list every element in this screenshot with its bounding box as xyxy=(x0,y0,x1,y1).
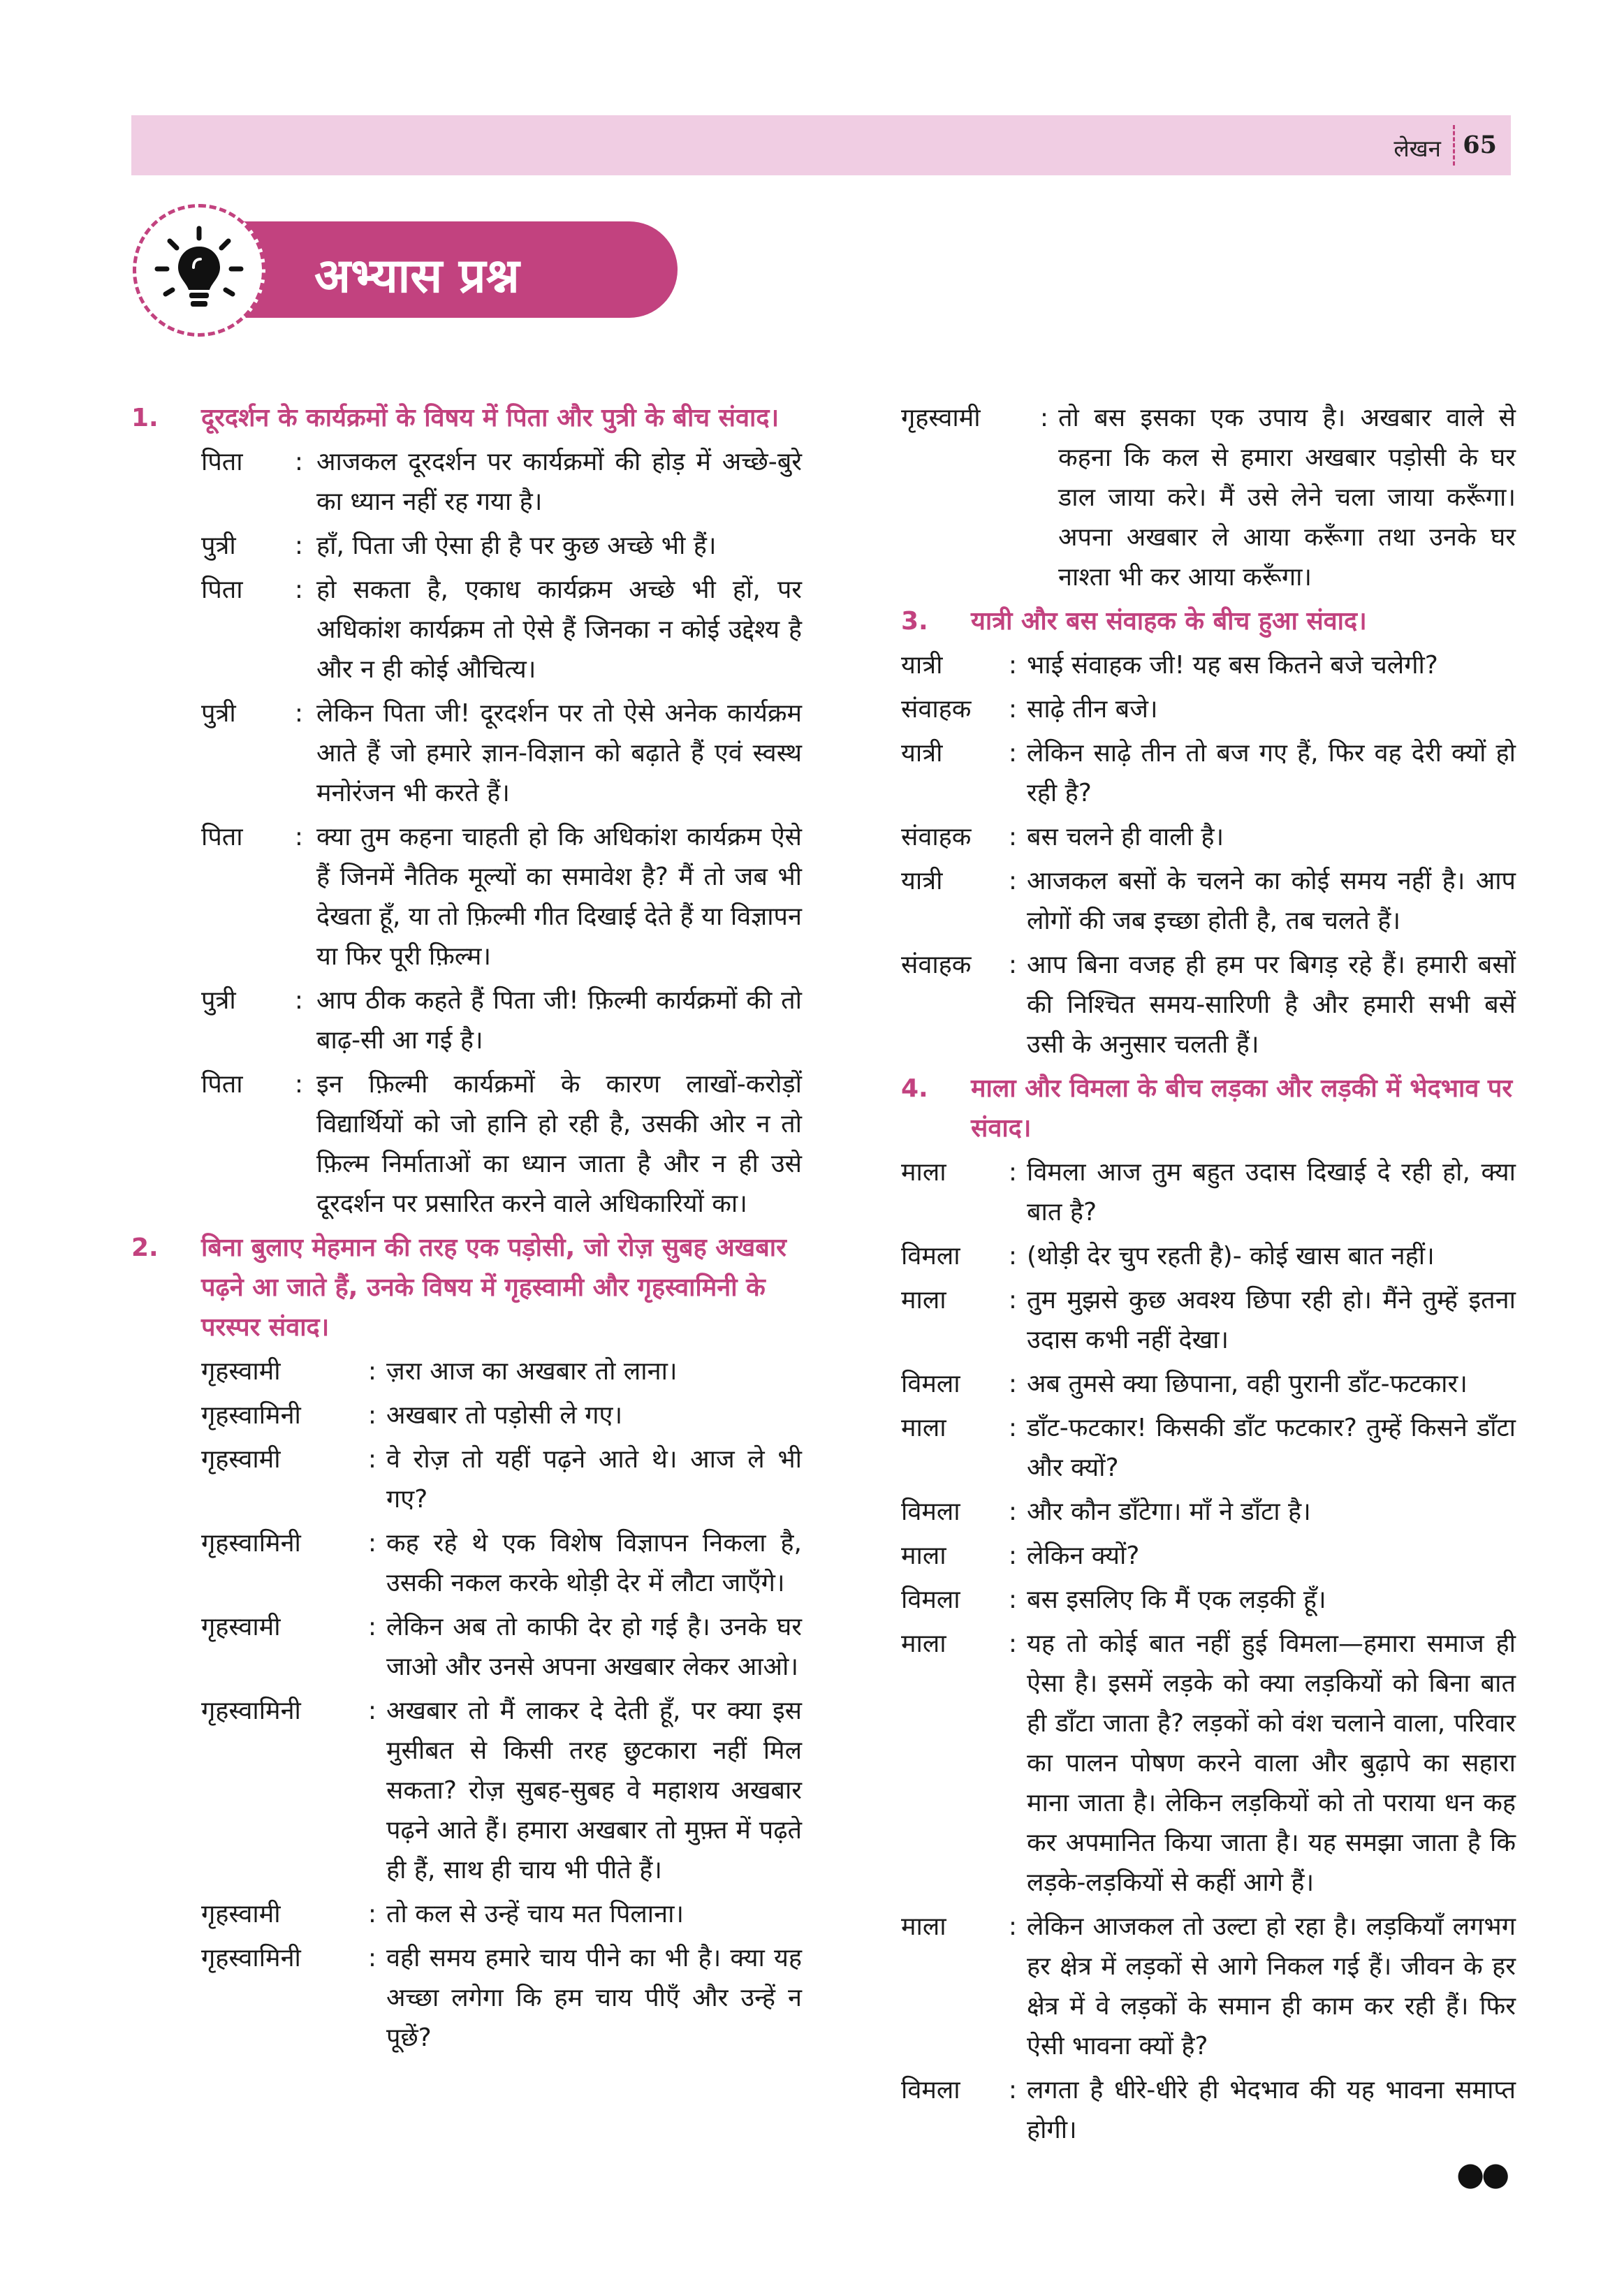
speaker: विमला xyxy=(901,1586,960,1614)
speech: अखबार तो मैं लाकर दे देती हूँ, पर क्या इस मुसीबत से किसी तरह छुटकारा नहीं मिल सकता? रोज़ सुबह-सुबह वे महाशय अखबार पढ़ने आते हैं। हमारा अखबार तो मुफ़्त में पढ़ते ही हैं, साथ ही चाय भी पीते हैं। xyxy=(386,1697,802,1884)
dialogue-line xyxy=(131,1691,802,1890)
speech: डाँट-फटकार! किसकी डाँट फटकार? तुम्हें किसने डाँटा और क्यों? xyxy=(1027,1414,1516,1482)
speaker: गृहस्वामी xyxy=(201,1357,281,1386)
speech: अखबार तो पड़ोसी ले गए। xyxy=(386,1401,623,1430)
speaker: गृहस्वामी xyxy=(201,1445,281,1474)
speaker: संवाहक xyxy=(901,695,972,724)
speech: आजकल दूरदर्शन पर कार्यक्रमों की होड़ में अच्छे-बुरे का ध्यान नहीं रह गया है। xyxy=(316,448,802,516)
speaker: माला xyxy=(901,1158,946,1187)
separator: : xyxy=(1008,1586,1018,1614)
speaker: माला xyxy=(901,1286,946,1315)
dialogue-line xyxy=(131,1894,802,1934)
separator: : xyxy=(367,1900,377,1928)
speech: हो सकता है, एकाध कार्यक्रम अच्छे भी हों, पर अधिकांश कार्यक्रम तो ऐसे हैं जिनका न कोई उद्देश्य है और न ही कोई औचित्य। xyxy=(316,576,802,684)
speech: लेकिन साढ़े तीन तो बज गए हैं, फिर वह देरी क्यों हो रही है? xyxy=(1027,739,1516,807)
question-number: 4. xyxy=(901,1074,928,1103)
header-section-label: लेखन xyxy=(1393,135,1441,162)
dialogue-line xyxy=(131,442,802,522)
dialogue-line xyxy=(901,733,1516,813)
dialogue-line xyxy=(131,1396,802,1435)
speech: (थोड़ी देर चुप रहती है)- कोई खास बात नहीं। xyxy=(1027,1242,1435,1271)
separator: : xyxy=(294,986,304,1015)
dialogue-line xyxy=(901,817,1516,857)
speaker: गृहस्वामी xyxy=(901,404,981,432)
speech: तो बस इसका एक उपाय है। अखबार वाले से कहना कि कल से हमारा अखबार पड़ोसी के घर डाल जाया करे। मैं उसे लेने चला जाया करूँगा। अपना अखबार ले आया करूँगा तथा उनके घर नाश्ता भी कर आया करूँगा। xyxy=(1058,404,1516,592)
question-4-title xyxy=(901,1069,1516,1148)
speech: लेकिन पिता जी! दूरदर्शन पर तो ऐसे अनेक कार्यक्रम आते हैं जो हमारे ज्ञान-विज्ञान को बढ़ाते हैं एवं स्वस्थ मनोरंजन भी करते हैं। xyxy=(316,699,802,807)
speaker: गृहस्वामी xyxy=(201,1900,281,1928)
dialogue-line xyxy=(901,1580,1516,1620)
dialogue-line xyxy=(131,694,802,813)
separator: : xyxy=(1008,2076,1018,2104)
speaker: विमला xyxy=(901,2076,960,2104)
separator: : xyxy=(294,1070,304,1099)
speech: कह रहे थे एक विशेष विज्ञापन निकला है, उसकी नकल करके थोड़ी देर में लौटा जाएँगे। xyxy=(386,1529,802,1597)
speaker: संवाहक xyxy=(901,951,972,979)
speaker: पिता xyxy=(201,1070,243,1099)
dialogue-line xyxy=(901,945,1516,1064)
speech: लेकिन अब तो काफी देर हो गई है। उनके घर जाओ और उनसे अपना अखबार लेकर आओ। xyxy=(386,1613,802,1681)
lightbulb-icon xyxy=(150,221,248,319)
speaker: पिता xyxy=(201,448,243,476)
speaker: माला xyxy=(901,1630,946,1658)
dialogue-line xyxy=(901,2070,1516,2150)
speech: लेकिन आजकल तो उल्टा हो रहा है। लड़कियाँ लगभग हर क्षेत्र में लड़कों से आगे निकल गई हैं। जीवन के हर क्षेत्र में वे लड़कों के समान ही काम कर रही हैं। फिर ऐसी भावना क्यों है? xyxy=(1027,1912,1516,2060)
speech: साढ़े तीन बजे। xyxy=(1027,695,1158,724)
speaker: पुत्री xyxy=(201,699,236,728)
speech: विमला आज तुम बहुत उदास दिखाई दे रही हो, क्या बात है? xyxy=(1027,1158,1516,1227)
separator: : xyxy=(1008,1242,1018,1271)
speech: क्या तुम कहना चाहती हो कि अधिकांश कार्यक्रम ऐसे हैं जिनमें नैतिक मूल्यों का समावेश है? मैं तो जब भी देखता हूँ, या तो फ़िल्मी गीत दिखाई देते हैं या विज्ञापन या फिर पूरी फ़िल्म। xyxy=(316,823,802,971)
question-number: 2. xyxy=(131,1233,159,1262)
dialogue-line xyxy=(131,526,802,566)
dialogue-line xyxy=(901,689,1516,729)
header-divider xyxy=(1453,125,1455,166)
page-header xyxy=(131,115,1511,175)
dialogue-line xyxy=(131,1352,802,1391)
separator: : xyxy=(1008,1158,1018,1187)
speaker: गृहस्वामी xyxy=(201,1613,281,1641)
dialogue-line xyxy=(901,1280,1516,1360)
speech: वे रोज़ तो यहीं पढ़ने आते थे। आज ले भी गए? xyxy=(386,1445,802,1514)
speaker: विमला xyxy=(901,1370,960,1398)
speech: अब तुमसे क्या छिपाना, वही पुरानी डाँट-फटकार। xyxy=(1027,1370,1468,1398)
speaker: विमला xyxy=(901,1242,960,1271)
separator: : xyxy=(294,532,304,560)
dialogue-line xyxy=(131,1523,802,1603)
speech: यह तो कोई बात नहीं हुई विमला—हमारा समाज ही ऐसा है। इसमें लड़के को क्या लड़कियों को बिना बात ही डाँटा जाता है? लड़कों को वंश चलाने वाला, परिवार का पालन पोषण करने वाला और बुढ़ापे का सहारा माना जाता है। लेकिन लड़कियों को तो पराया धन कह कर अपमानित किया जाता है। यह समझा जाता है कि लड़के-लड़कियों से कहीं आगे हैं। xyxy=(1027,1630,1516,1897)
dialogue-line xyxy=(131,1064,802,1224)
separator: : xyxy=(1008,951,1018,979)
speech: हाँ, पिता जी ऐसा ही है पर कुछ अच्छे भी हैं। xyxy=(316,532,717,560)
question-text: दूरदर्शन के कार्यक्रमों के विषय में पिता और पुत्री के बीच संवाद। xyxy=(201,404,780,432)
separator: : xyxy=(1008,1912,1018,1941)
question-3-title xyxy=(901,601,1516,641)
speaker: गृहस्वामिनी xyxy=(201,1944,301,1972)
speech: वही समय हमारे चाय पीने का भी है। क्या यह अच्छा लगेगा कि हम चाय पीएँ और उन्हें न पूछें? xyxy=(386,1944,802,2052)
question-number: 1. xyxy=(131,404,159,432)
dialogue-line xyxy=(901,1536,1516,1576)
question-2-continued xyxy=(901,398,1516,597)
page-number: 65 xyxy=(1463,131,1497,159)
separator: : xyxy=(294,576,304,604)
separator: : xyxy=(1008,1286,1018,1315)
section-title-banner xyxy=(231,221,678,318)
separator: : xyxy=(367,1401,377,1430)
separator: : xyxy=(1039,404,1049,432)
question-text: बिना बुलाए मेहमान की तरह एक पड़ोसी, जो रोज़ सुबह अखबार पढ़ने आ जाते हैं, उनके विषय में गृहस्वामी और गृहस्वामिनी के परस्पर संवाद। xyxy=(201,1233,787,1342)
separator: : xyxy=(1008,1498,1018,1526)
speaker: संवाहक xyxy=(901,823,972,851)
dialogue-line xyxy=(901,1408,1516,1488)
separator: : xyxy=(1008,651,1018,680)
speaker: यात्री xyxy=(901,867,943,895)
speaker: माला xyxy=(901,1414,946,1442)
question-number: 3. xyxy=(901,607,928,636)
speech: आप ठीक कहते हैं पिता जी! फ़िल्मी कार्यक्रमों की तो बाढ़-सी आ गई है। xyxy=(316,986,802,1055)
dialogue-line xyxy=(901,1152,1516,1232)
speech: तो कल से उन्हें चाय मत पिलाना। xyxy=(386,1900,685,1928)
question-1 xyxy=(131,398,802,1224)
dialogue-line xyxy=(131,1938,802,2058)
speech: ज़रा आज का अखबार तो लाना। xyxy=(386,1357,678,1386)
question-4 xyxy=(901,1069,1516,2150)
dialogue-line xyxy=(901,1364,1516,1404)
speaker: यात्री xyxy=(901,651,943,680)
separator: : xyxy=(1008,1542,1018,1570)
separator: : xyxy=(294,699,304,728)
speaker: गृहस्वामिनी xyxy=(201,1401,301,1430)
speaker: पिता xyxy=(201,823,243,851)
question-2-title xyxy=(131,1228,802,1347)
separator: : xyxy=(1008,823,1018,851)
separator: : xyxy=(1008,739,1018,768)
left-column xyxy=(131,398,802,2062)
dialogue-line xyxy=(131,817,802,976)
speaker: पुत्री xyxy=(201,532,236,560)
speaker: पुत्री xyxy=(201,986,236,1015)
speech: बस चलने ही वाली है। xyxy=(1027,823,1224,851)
question-text: यात्री और बस संवाहक के बीच हुआ संवाद। xyxy=(971,607,1367,636)
speaker: पिता xyxy=(201,576,243,604)
speech: लेकिन क्यों? xyxy=(1027,1542,1140,1570)
section-title: अभ्यास प्रश्न xyxy=(314,249,520,304)
separator: : xyxy=(1008,1630,1018,1658)
speaker: विमला xyxy=(901,1498,960,1526)
separator: : xyxy=(1008,867,1018,895)
question-2 xyxy=(131,1228,802,2058)
speech: तुम मुझसे कुछ अवश्य छिपा रही हो। मैंने तुम्हें इतना उदास कभी नहीं देखा। xyxy=(1027,1286,1516,1354)
separator: : xyxy=(294,823,304,851)
speech: आप बिना वजह ही हम पर बिगड़ रहे हैं। हमारी बसों की निश्चित समय-सारिणी है और हमारी सभी बसें उसी के अनुसार चलती हैं। xyxy=(1027,951,1516,1059)
dialogue-line xyxy=(901,1492,1516,1532)
speech: बस इसलिए कि मैं एक लड़की हूँ। xyxy=(1027,1586,1326,1614)
separator: : xyxy=(1008,1414,1018,1442)
lightbulb-badge xyxy=(133,204,265,337)
question-text: माला और विमला के बीच लड़का और लड़की में भेदभाव पर संवाद। xyxy=(971,1074,1513,1143)
speech: आजकल बसों के चलने का कोई समय नहीं है। आप लोगों की जब इच्छा होती है, तब चलते हैं। xyxy=(1027,867,1516,935)
separator: : xyxy=(367,1944,377,1972)
separator: : xyxy=(367,1445,377,1474)
dialogue-line xyxy=(901,861,1516,941)
separator: : xyxy=(1008,695,1018,724)
dialogue-line xyxy=(901,1624,1516,1903)
separator: : xyxy=(367,1613,377,1641)
question-1-title xyxy=(131,398,802,438)
dialogue-line xyxy=(131,1607,802,1687)
speaker: गृहस्वामिनी xyxy=(201,1697,301,1725)
speaker: यात्री xyxy=(901,739,943,768)
speech: लगता है धीरे-धीरे ही भेदभाव की यह भावना समाप्त होगी। xyxy=(1027,2076,1516,2144)
separator: : xyxy=(367,1357,377,1386)
dialogue-line xyxy=(901,1907,1516,2066)
separator: : xyxy=(367,1697,377,1725)
dialogue-line xyxy=(131,1440,802,1519)
speaker: माला xyxy=(901,1912,946,1941)
right-column xyxy=(901,398,1516,2154)
dialogue-line xyxy=(131,981,802,1060)
speech: इन फ़िल्मी कार्यक्रमों के कारण लाखों-करोड़ों विद्यार्थियों को जो हानि हो रही है, उसकी ओर न तो फ़िल्म निर्माताओं का ध्यान जाता है और न ही उसे दूरदर्शन पर प्रसारित करने वाले अधिकारियों का। xyxy=(316,1070,802,1218)
speech: भाई संवाहक जी! यह बस कितने बजे चलेगी? xyxy=(1027,651,1438,680)
separator: : xyxy=(1008,1370,1018,1398)
separator: : xyxy=(294,448,304,476)
speaker: गृहस्वामिनी xyxy=(201,1529,301,1558)
dialogue-line xyxy=(901,645,1516,685)
dialogue-line xyxy=(131,570,802,689)
dialogue-line xyxy=(901,398,1516,597)
speaker: माला xyxy=(901,1542,946,1570)
dialogue-line xyxy=(901,1236,1516,1276)
speech: और कौन डाँटेगा। माँ ने डाँटा है। xyxy=(1027,1498,1311,1526)
question-3 xyxy=(901,601,1516,1064)
separator: : xyxy=(367,1529,377,1558)
page-end-mark: ●● xyxy=(1456,2155,1507,2193)
